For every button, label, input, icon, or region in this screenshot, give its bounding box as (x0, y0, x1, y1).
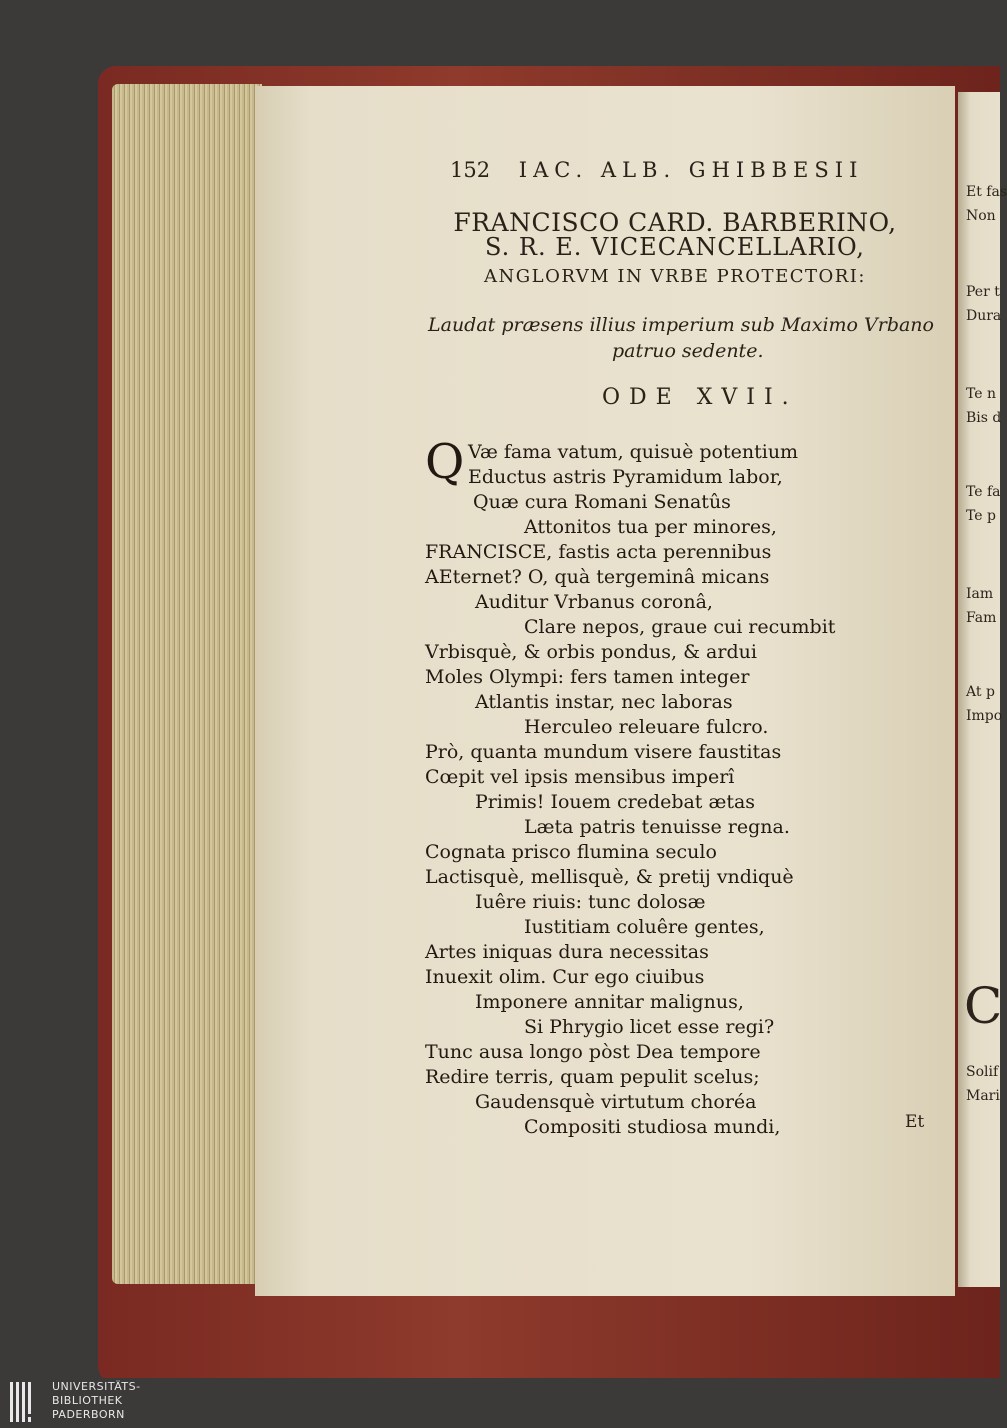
facing-fragment: Iam (966, 586, 994, 602)
footer-bar (0, 1378, 1000, 1428)
running-header (450, 158, 863, 182)
facing-fragment: Impo (966, 708, 1003, 724)
verse-line: Cœpit vel ipsis mensibus imperî (425, 766, 735, 788)
verse-line: Auditur Vrbanus coronâ, (475, 591, 713, 613)
page-edges (112, 84, 262, 1284)
verse-line: Cognata prisco flumina seculo (425, 841, 717, 863)
verse-line: Gaudensquè virtutum choréa (475, 1091, 757, 1113)
verse-line: Lactisquè, mellisquè, & pretij vndiquè (425, 866, 794, 888)
verse-line: AEternet? O, quà tergeminâ micans (425, 566, 770, 588)
facing-fragment: Te p (966, 508, 996, 524)
verse-line: Iuêre riuis: tunc dolosæ (475, 891, 706, 913)
facing-fragment: Fam (966, 610, 997, 626)
verse-line: Herculeo releuare fulcro. (524, 716, 769, 738)
verse-line: Attonitos tua per minores, (524, 516, 777, 538)
verse-line: Prò, quanta mundum visere faustitas (425, 741, 782, 763)
drop-cap: Q (425, 434, 465, 490)
facing-fragment: Bis d (966, 410, 1002, 426)
running-head: IAC. ALB. GHIBBESII (518, 158, 864, 182)
title-line: S. R. E. VICECANCELLARIO, (485, 233, 865, 261)
verse-line: Atlantis instar, nec laboras (475, 691, 733, 713)
verse-line: Moles Olympi: fers tamen integer (425, 666, 750, 688)
verse-line: Tunc ausa longo pòst Dea tempore (425, 1041, 761, 1063)
verse-line: FRANCISCE, fastis acta perennibus (425, 541, 772, 563)
facing-fragment: Dura (966, 308, 1002, 324)
verse-line: Væ fama vatum, quisuè potentium (468, 441, 799, 463)
verse-line: Vrbisquè, & orbis pondus, & ardui (425, 641, 757, 663)
facing-fragment: Et fas (966, 184, 1007, 200)
verse-line: Compositi studiosa mundi, (524, 1116, 781, 1138)
page-number: 152 (450, 158, 491, 182)
library-logo-text (52, 1380, 141, 1422)
facing-fragment: Per t (966, 284, 1000, 300)
verse-line: Si Phrygio licet esse regi? (524, 1016, 775, 1038)
verse-line: Iustitiam coluêre gentes, (524, 916, 765, 938)
verse-line: Quæ cura Romani Senatûs (473, 491, 731, 513)
verse-line: Inuexit olim. Cur ego ciuibus (425, 966, 705, 988)
facing-fragment: Te fa (966, 484, 1001, 500)
verse-line: Eductus astris Pyramidum labor, (468, 466, 783, 488)
verse-line: Redire terris, quam pepulit scelus; (425, 1066, 760, 1088)
library-logo-icon (10, 1382, 44, 1422)
verse-line: Artes iniquas dura necessitas (425, 941, 709, 963)
facing-fragment: Te n (966, 386, 997, 402)
facing-fragment: Non (966, 208, 996, 224)
subtitle-line: patruo sedente. (612, 340, 764, 362)
ode-heading: ODE XVII. (602, 385, 798, 410)
verse-line: Primis! Iouem credebat ætas (475, 791, 756, 813)
catchword: Et (905, 1112, 925, 1132)
verse-line: Clare nepos, graue cui recumbit (524, 616, 836, 638)
facing-fragment: Mari (966, 1088, 1000, 1104)
facing-page (958, 92, 1007, 1287)
title-line: FRANCISCO CARD. BARBERINO, (453, 208, 897, 237)
facing-fragment: At p (966, 684, 995, 700)
logo-line: BIBLIOTHEK (52, 1394, 123, 1407)
facing-initial: C (964, 977, 1003, 1035)
facing-fragment: Solif (966, 1064, 999, 1080)
logo-line: UNIVERSITÄTS- (52, 1380, 141, 1393)
verse-line: Læta patris tenuisse regna. (524, 816, 790, 838)
logo-line: PADERBORN (52, 1408, 125, 1421)
verse-line: Imponere annitar malignus, (475, 991, 744, 1013)
subtitle-line: Laudat præsens illius imperium sub Maximo Vrbano (428, 314, 934, 336)
title-line: ANGLORVM IN VRBE PROTECTORI: (484, 266, 866, 287)
